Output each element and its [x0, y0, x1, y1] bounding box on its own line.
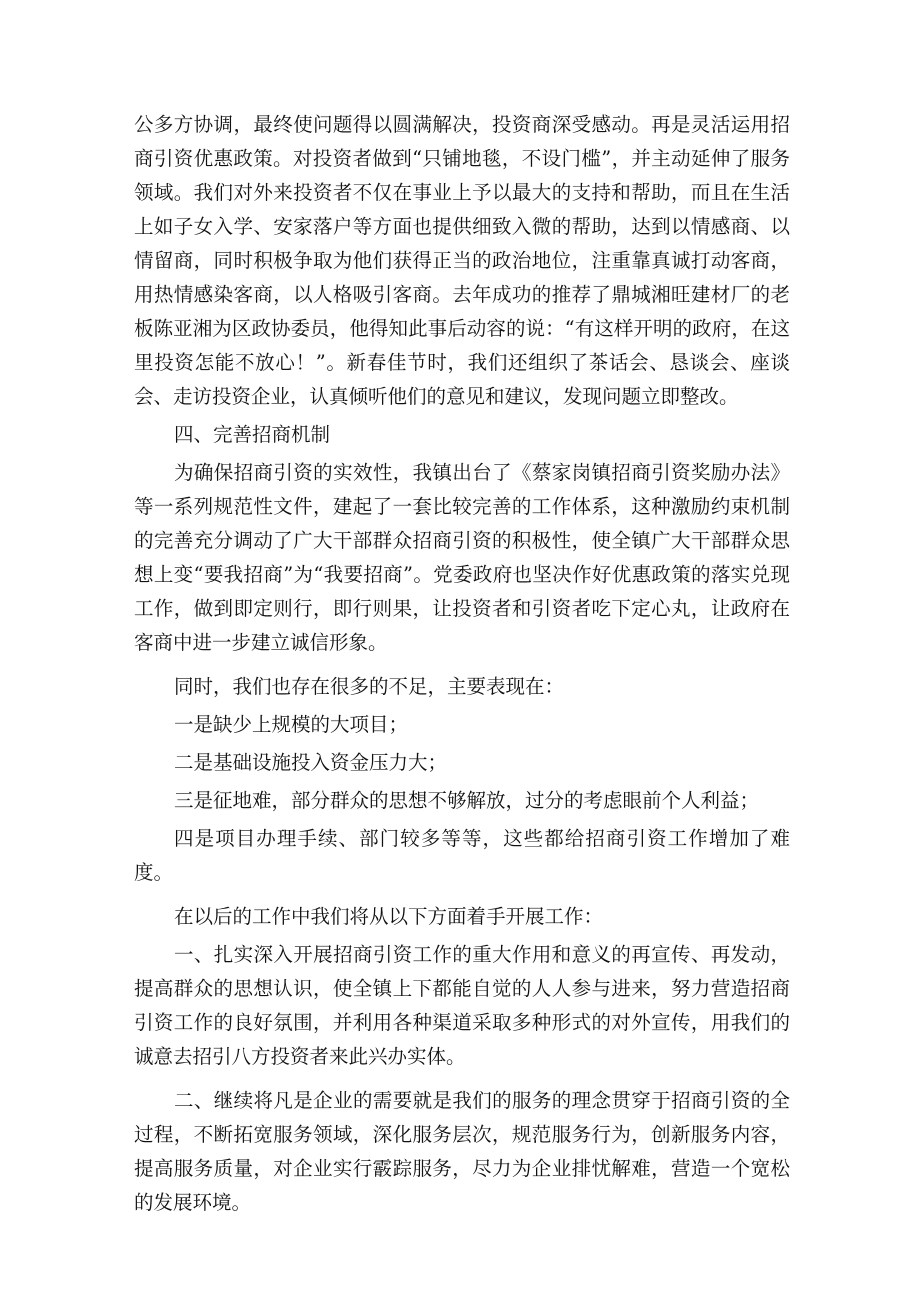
section-heading-4: 四、完善招商机制: [174, 423, 331, 446]
paragraph-continuation: 公多方协调，最终使问题得以圆满解决，投资商深受感动。再是灵活运用招商引资优惠政策。对投资者做到“只铺地毯，不设门槛”，并主动延伸了服务领域。我们对外来投资者不仅在事业上予以最大的支持和帮助，而且在生活上如子女入学、安家落户等方面也提供细致入微的帮助，达到以情感商、以情留商，同时积极争取为他们获得正当的政治地位，注重靠真诚打动客商，用热情感染客商，以人格吸引客商。去年成功的推荐了鼎城湘旺建材厂的老板陈亚湘为区政协委员，他得知此事后动容的说：“有这样开明的政府，在这里投资怎能不放心！”。新春佳节时，我们还组织了茶话会、恳谈会、座谈会、走访投资企业，认真倾听他们的意见和建议，发现问题立即整改。: [134, 113, 790, 408]
shortcoming-item-1: 一是缺少上规模的大项目；: [174, 713, 409, 736]
future-work-item-2: 二、继续将凡是企业的需要就是我们的服务的理念贯穿于招商引资的全过程，不断拓宽服务领域，深化服务层次，规范服务行为，创新服务内容，提高服务质量，对企业实行霰踪服务，尽力为企业排忧解难，营造一个宽松的发展环境。: [134, 1089, 790, 1214]
document-body: [134, 108, 790, 1220]
shortcoming-item-4: 四是项目办理手续、部门较多等等，这些都给招商引资工作增加了难度。: [134, 827, 790, 884]
paragraph-mechanism: 为确保招商引资的实效性，我镇出台了《蔡家岗镇招商引资奖励办法》等一系列规范性文件，建起了一套比较完善的工作体系，这种激励约束机制的完善充分调动了广大干部群众招商引资的积极性，使全镇广大干部群众思想上变“要我招商”为“我要招商”。党委政府也坚决作好优惠政策的落实兑现工作，做到即定则行，即行则果，让投资者和引资者吃下定心丸，让政府在客商中进一步建立诚信形象。: [134, 461, 790, 654]
future-work-item-1: 一、扎实深入开展招商引资工作的重大作用和意义的再宣传、再发动，提高群众的思想认识，使全镇上下都能自觉的人人参与进来，努力营造招商引资工作的良好氛围，并利用各种渠道采取多种形式的对外宣传，用我们的诚意去招引八方投资者来此兴办实体。: [134, 943, 790, 1068]
paragraph-shortcomings-intro: 同时，我们也存在很多的不足，主要表现在：: [174, 675, 565, 698]
shortcoming-item-3: 三是征地难，部分群众的思想不够解放，过分的考虑眼前个人利益；: [174, 789, 760, 812]
shortcoming-item-2: 二是基础设施投入资金压力大；: [174, 751, 448, 774]
paragraph-future-work-intro: 在以后的工作中我们将从以下方面着手开展工作：: [174, 905, 604, 928]
